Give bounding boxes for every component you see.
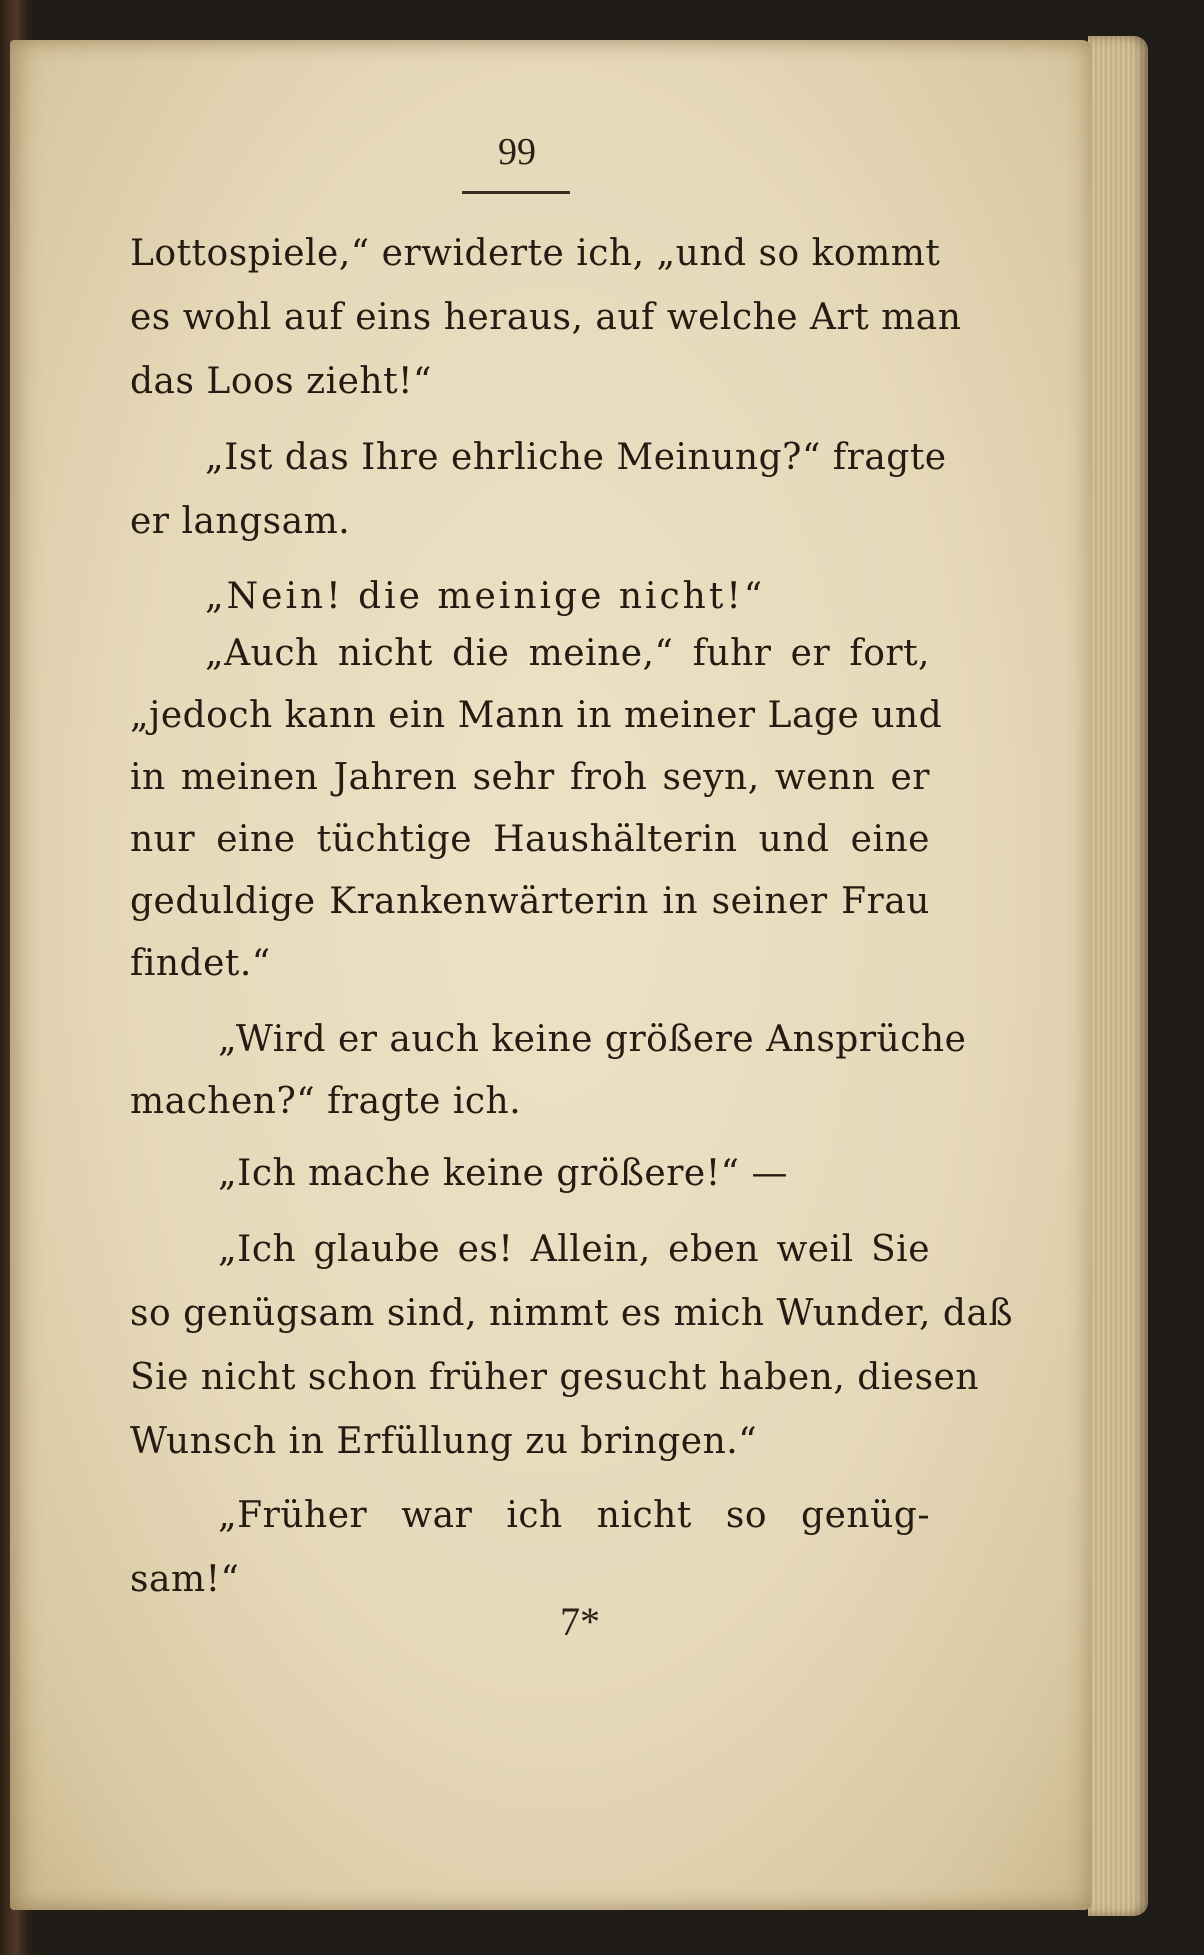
text-line-19: Wunsch in Erfüllung zu bringen.“ [130, 1421, 758, 1462]
text-line-21: sam!“ [130, 1559, 240, 1600]
text-line-12: findet.“ [130, 943, 271, 984]
text-line-3: das Loos zieht!“ [130, 361, 432, 402]
text-line-9: in meinen Jahren sehr froh seyn, wenn er [130, 757, 930, 798]
text-line-7: „Auch nicht die meine,“ fuhr er fort, [205, 633, 930, 674]
text-line-6: „Nein! die meinige nicht!“ [205, 576, 766, 617]
text-line-17: so genügsam sind, nimmt es mich Wunder, daß [130, 1293, 1013, 1334]
text-line-4: „Ist das Ihre ehrliche Meinung?“ fragte [205, 437, 947, 478]
text-line-2: es wohl auf eins heraus, auf welche Art man [130, 297, 962, 338]
text-line-15: „Ich mache keine größere!“ — [218, 1153, 789, 1194]
text-line-14: machen?“ fragte ich. [130, 1081, 522, 1122]
signature-mark: 7* [560, 1599, 600, 1644]
text-line-20: „Früher war ich nicht so genüg- [218, 1495, 930, 1536]
text-line-5: er langsam. [130, 501, 351, 542]
text-line-16: „Ich glaube es! Allein, eben weil Sie [218, 1229, 930, 1270]
text-line-8: „jedoch kann ein Mann in meiner Lage und [130, 695, 943, 736]
page-number: 99 [498, 131, 536, 173]
text-line-13: „Wird er auch keine größere Ansprüche [218, 1019, 967, 1060]
header-rule [462, 191, 570, 194]
page-edges [1088, 36, 1148, 1916]
text-line-18: Sie nicht schon früher gesucht haben, diesen [130, 1357, 980, 1398]
text-line-11: geduldige Krankenwärterin in seiner Frau [130, 881, 930, 922]
text-line-10: nur eine tüchtige Haushälterin und eine [130, 819, 930, 860]
text-line-1: Lottospiele,“ erwiderte ich, „und so kommt [130, 233, 941, 274]
